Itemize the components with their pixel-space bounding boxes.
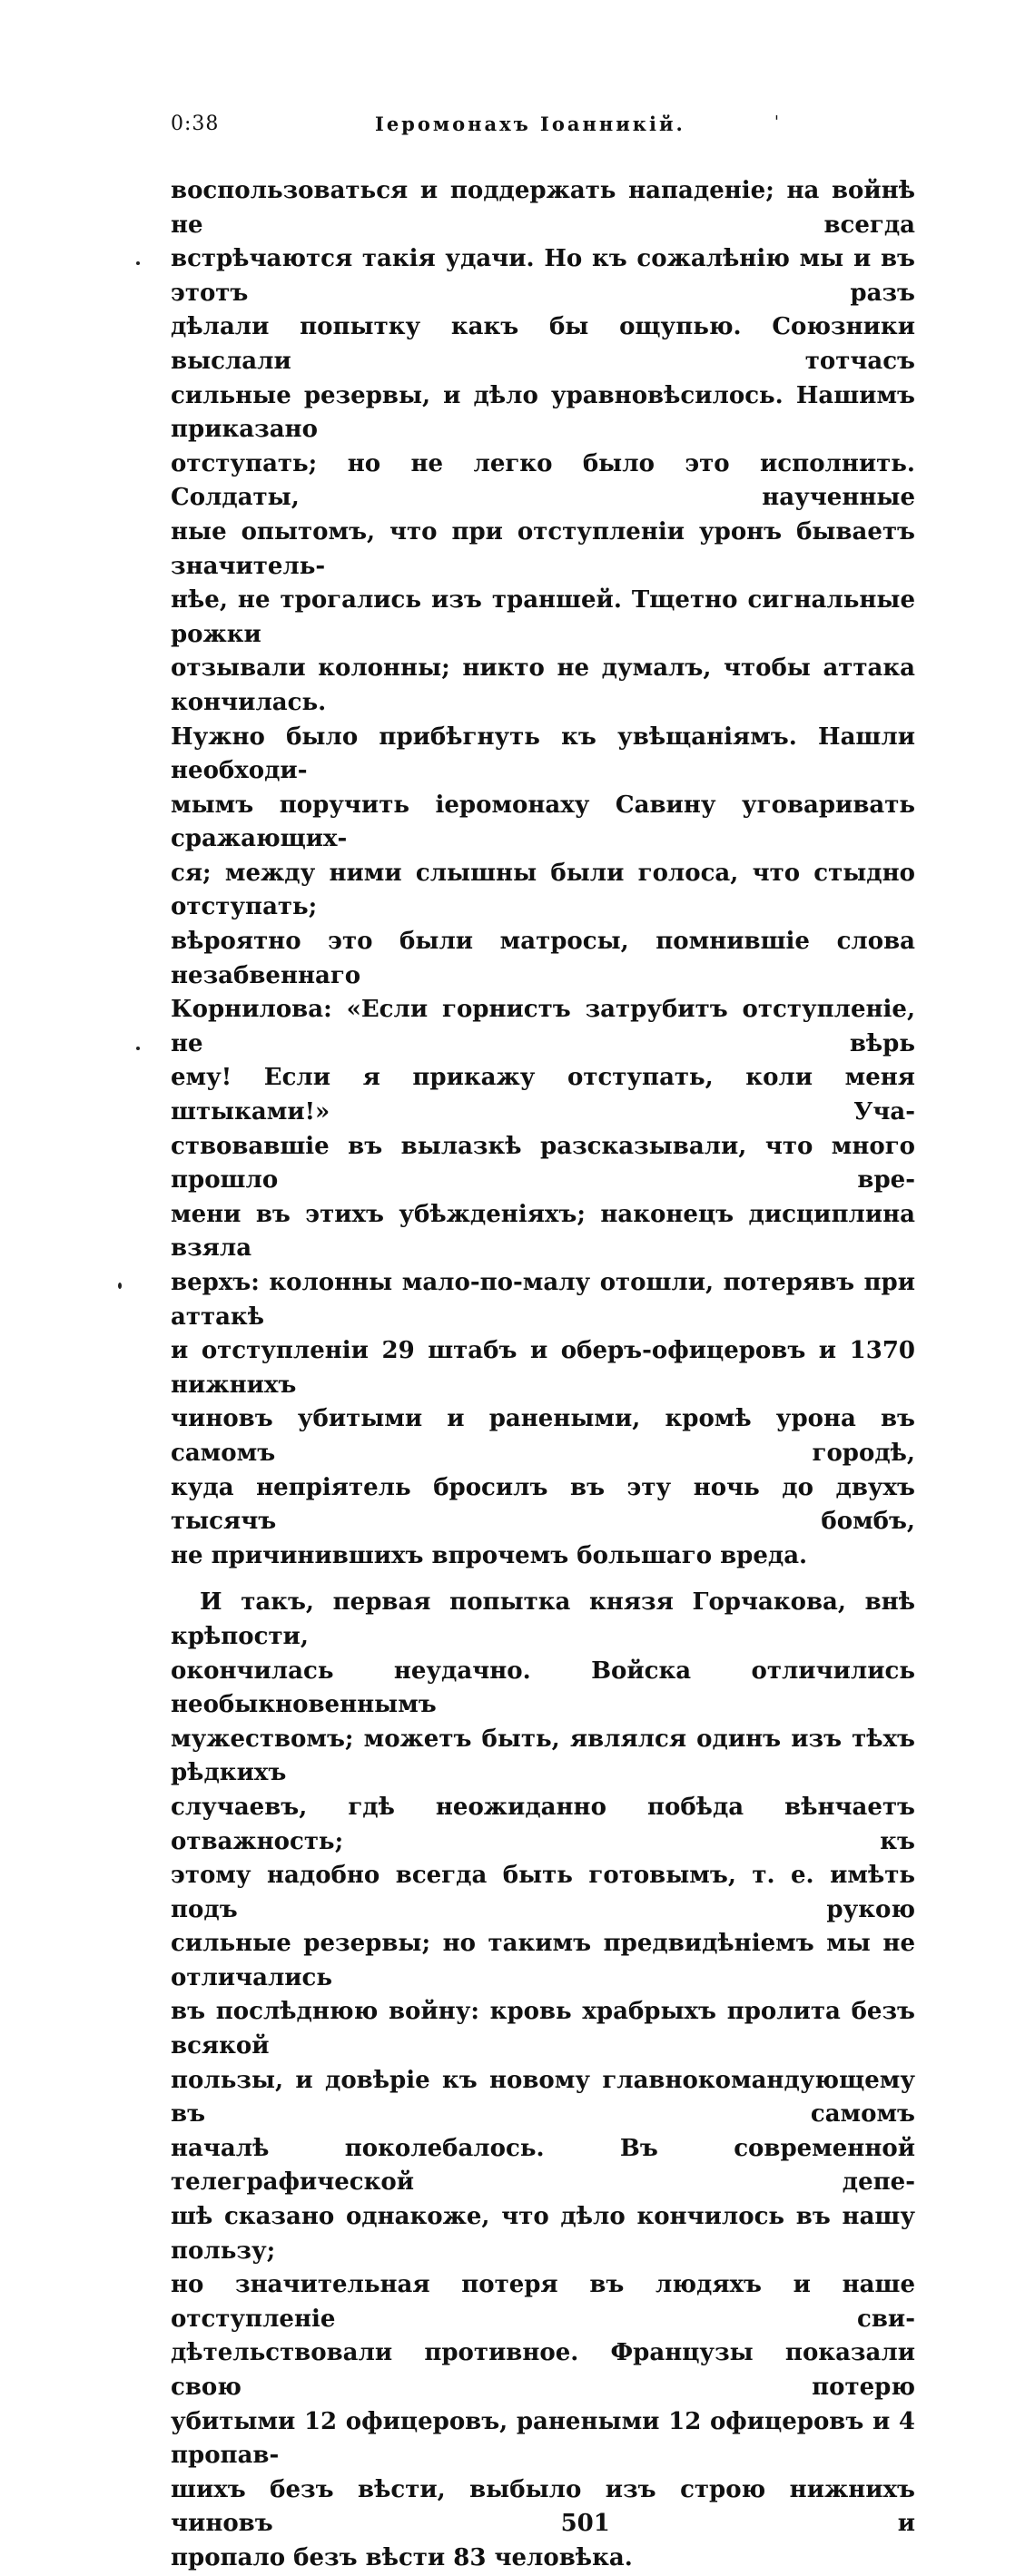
text-line: вѣроятно это были матросы, помнившіе слова незабвеннаго: [171, 928, 915, 989]
text-line: сильные резервы, и дѣло уравновѣсилось. Нашимъ приказано: [171, 381, 915, 444]
print-speck: [118, 1283, 122, 1289]
text-line: ные опытомъ, что при отступленіи уронъ бываетъ значитель-: [171, 517, 915, 580]
text-line: и отступленіи 29 штабъ и оберъ-офицеровъ и 1370 нижнихъ: [171, 1337, 915, 1399]
text-line: Корнилова: «Если горнистъ затрубитъ отступленіе, не вѣрь: [171, 996, 915, 1057]
text-line: мужествомъ; можетъ быть, являлся одинъ изъ тѣхъ рѣдкихъ: [171, 1725, 915, 1787]
text-line: окончилась неудачно. Войска отличились необыкновеннымъ: [171, 1657, 915, 1719]
page-number: 0:38: [171, 113, 220, 135]
text-line: не причинившихъ впрочемъ большаго вреда.: [171, 1541, 808, 1569]
text-line: дѣлали попытку какъ бы ощупью. Союзники выслали тотчасъ: [171, 313, 915, 375]
text-line: ствовавшіе въ вылазкѣ разсказывали, что много прошло вре-: [171, 1132, 915, 1195]
print-speck: [136, 1047, 140, 1050]
text-line: дѣтельствовали противное. Французы показали свою потерю: [171, 2339, 915, 2401]
text-line: этому надобно всегда быть готовымъ, т. е. имѣть подъ рукою: [171, 1862, 915, 1923]
text-line: пропало безъ вѣсти 83 человѣка.: [171, 2543, 633, 2571]
page-header: [171, 113, 779, 145]
text-line: мени въ этихъ убѣжденіяхъ; наконецъ дисциплина взяла: [171, 1200, 915, 1263]
text-line: воспользоваться и поддержать нападеніе; на войнѣ не всегда: [171, 177, 915, 239]
text-line: но значительная потеря въ людяхъ и наше отступленіе сви-: [171, 2271, 915, 2333]
text-line: мымъ поручить іеромонаху Савину уговаривать сражающих-: [171, 791, 915, 853]
text-line: шѣ сказано однакоже, что дѣло кончилось въ нашу пользу;: [171, 2203, 915, 2265]
text-line: ему! Если я прикажу отступать, коли меня штыками!» Уча-: [171, 1064, 915, 1126]
text-line: верхъ: колонны мало-по-малу отошли, потерявъ при аттакѣ: [171, 1269, 915, 1331]
text-line: шихъ безъ вѣсти, выбыло изъ строю нижнихъ чиновъ 501 и: [171, 2475, 915, 2538]
paragraph-1: [171, 174, 915, 1573]
body-text: [171, 174, 915, 2576]
paragraph-spacer: [171, 1573, 915, 1586]
text-line: чиновъ убитыми и ранеными, кромѣ урона въ самомъ городѣ,: [171, 1405, 915, 1467]
text-line: встрѣчаются такія удачи. Но къ сожалѣнію мы и въ этотъ разъ: [171, 245, 915, 307]
running-title: Іеромонахъ Іоанникій.: [375, 113, 685, 135]
text-line: куда непріятель бросилъ въ эту ночь до двухъ тысячъ бомбъ,: [171, 1473, 915, 1536]
print-speck: [136, 261, 140, 265]
text-line: началѣ поколебалось. Въ современной телеграфической депе-: [171, 2134, 915, 2197]
text-line: Нужно было прибѣгнуть къ увѣщаніямъ. Нашли необходи-: [171, 723, 915, 785]
text-line: нѣе, не трогались изъ траншей. Тщетно сигнальные рожки: [171, 586, 915, 648]
text-line: ся; между ними слышны были голоса, что стыдно отступать;: [171, 859, 915, 921]
text-line: убитыми 12 офицеровъ, ранеными 12 офицеровъ и 4 пропав-: [171, 2407, 915, 2470]
text-line: И такъ, первая попытка князя Горчакова, внѣ крѣпости,: [171, 1588, 915, 1650]
text-line: отзывали колонны; никто не думалъ, чтобы аттака кончилась.: [171, 654, 915, 716]
text-line: пользы, и довѣріе къ новому главнокомандующему въ самомъ: [171, 2066, 915, 2129]
text-line: отступать; но не легко было это исполнить. Солдаты, наученные: [171, 449, 915, 512]
text-line: въ послѣднюю войну: кровь храбрыхъ пролита безъ всякой: [171, 1998, 915, 2060]
text-line: сильные резервы; но такимъ предвидѣніемъ мы не отличались: [171, 1930, 915, 1991]
paragraph-2: [171, 1586, 915, 2575]
print-mark: ': [774, 113, 779, 132]
text-line: случаевъ, гдѣ неожиданно побѣда вѣнчаетъ отважность; къ: [171, 1793, 915, 1855]
